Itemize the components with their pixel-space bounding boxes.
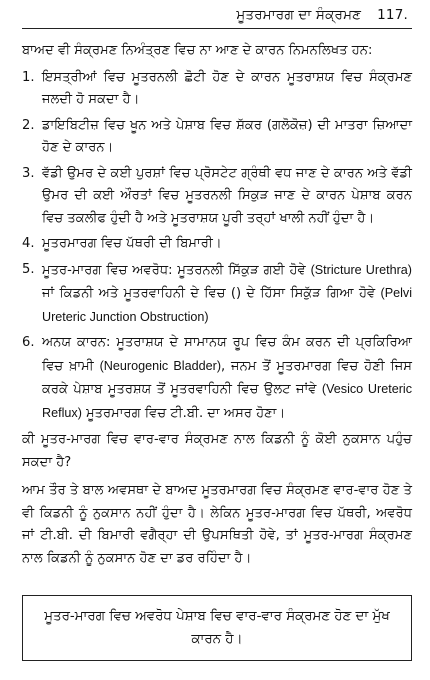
list-item — [22, 163, 412, 231]
list-item-text-part: ਜਾਂ ਕਿਡਨੀ ਅਤੇ ਮੂਤਰਵਾਹਿਨੀ ਦੇ ਵਿਚ () ਦੇ ਹਿੱਸਾ ਸਿਕੁੱੜ ਗਿਆ ਹੋਵੇ — [42, 286, 376, 301]
medical-term-english: (Vesico Ureteric Reflux) — [42, 382, 413, 420]
list-item-text-part: ਅਨਯ ਕਾਰਨ: ਮੂਤਰਾਸ਼ਯ ਦੇ ਸਾਮਾਨਯ ਰੂਪ ਵਿਚ ਕੰਮ ਕਰਨ ਦੀ ਪ੍ਰਕਿਰਿਆ ਵਿਚ ਖ਼ਾਮੀ — [42, 335, 412, 374]
callout-box — [22, 595, 412, 661]
list-item-text — [42, 332, 412, 425]
running-header — [236, 7, 408, 23]
intro-paragraph: ਬਾਅਦ ਵੀ ਸੰਕ੍ਰਮਣ ਨਿਅੰਤ੍ਰਣ ਵਿਚ ਨਾ ਆਣ ਦੇ ਕਾਰਨ ਨਿਮਨਲਿਖਤ ਹਨ: — [22, 43, 373, 58]
list-item — [22, 233, 412, 256]
list-item-number: 5. — [22, 261, 35, 277]
running-title: ਮੂਤਰਮਾਰਗ ਦਾ ਸੰਕ੍ਰਮਣ — [236, 7, 362, 23]
list-item-text-part: ਮੂਤਰਮਾਰਗ ਵਿਚ ਟੀ.ਬੀ. ਦਾ ਅਸਰ ਹੋਣਾ। — [86, 405, 286, 421]
medical-term-english: (Stricture Urethra) — [310, 262, 412, 277]
callout-text: ਮੂਤਰ-ਮਾਰਗ ਵਿਚ ਅਵਰੋਧ ਪੇਸ਼ਾਬ ਵਿਚ ਵਾਰ-ਵਾਰ ਸੰਕ੍ਰਮਣ ਹੋਣ ਦਾ ਮੁੱਖ ਕਾਰਨ ਹੈ। — [44, 609, 390, 647]
answer-paragraph: ਆਮ ਤੌਰ ਤੇ ਬਾਲ ਅਵਸਥਾ ਦੇ ਬਾਅਦ ਮੂਤਰਮਾਰਗ ਵਿਚ ਸੰਕ੍ਰਮਣ ਵਾਰ-ਵਾਰ ਹੋਣ ਤੇ ਵੀ ਕਿਡਨੀ ਨੂੰ ਨੁਕਸਾਨ ਨਹੀਂ ਹੁੰਦਾ ਹੈ। ਲੇਕਿਨ ਮੂਤਰ-ਮਾਰਗ ਵਿਚ ਪੱਥਰੀ, ਅਵਰੋਧ ਜਾਂ ਟੀ.ਬੀ. ਦੀ ਬਿਮਾਰੀ ਵਗੈਰ੍ਹਾ ਦੀ ਉਪਸਥਿਤੀ ਹੋਵੇ, ਤਾਂ ਮੂਤਰ-ਮਾਰਗ ਸੰਕ੍ਰਮਣ ਨਾਲ ਕਿਡਨੀ ਨੂੰ ਨੁਕਸਾਨ ਹੋਣ ਦਾ ਡਰ ਰਹਿੰਦਾ ਹੈ। — [22, 483, 412, 566]
list-item-text: ਇਸਤ੍ਰੀਆਂ ਵਿਚ ਮੂਤਰਨਲੀ ਛੋਟੀ ਹੋਣ ਦੇ ਕਾਰਨ ਮੂਤਰਾਸ਼ਯ ਵਿਚ ਸੰਕ੍ਰਮਣ ਜਲਦੀ ਹੋ ਸਕਦਾ ਹੈ। — [42, 69, 412, 107]
list-item-text-part: , ਜਨਮ ਤੋਂ ਮੂਤਰਮਾਰਗ ਵਿਚ ਹੋਣੀ ਜਿਸ ਕਰਕੇ ਪੇਸ਼ਾਬ ਮੂਤਰਸ਼ਯ ਤੋਂ ਮੂਤਰਵਾਹਿਨੀ ਵਿਚ ਉਲਟ ਜਾਂਵੇ — [42, 358, 413, 397]
reasons-list — [22, 67, 412, 426]
list-item — [22, 259, 412, 330]
list-item-text: ਡਾਇਬਿਟੀਜ਼ ਵਿਚ ਖੂਨ ਅਤੇ ਪੇਸ਼ਾਬ ਵਿਚ ਸ਼ੱਕਰ (ਗਲੋਕੋਜ਼) ਦੀ ਮਾਤਰਾ ਜ਼ਿਆਦਾ ਹੋਣ ਦੇ ਕਾਰਨ। — [42, 117, 412, 155]
page-number: 117. — [377, 7, 408, 23]
list-item — [22, 115, 412, 160]
list-item-text-part: ਮੂਤਰ-ਮਾਰਗ ਵਿਚ ਅਵਰੋਧ: ਮੂਤਰਨਲੀ ਸਿੱਕੁੜ ਗਈ ਹੋਵੇ — [42, 262, 306, 278]
list-item-text: ਵੱਡੀ ਉਮਰ ਦੇ ਕਈ ਪੁਰਸ਼ਾਂ ਵਿਚ ਪ੍ਰੋਸਟੇਟ ਗ੍ਰੰਥੀ ਵਧ ਜਾਣ ਦੇ ਕਾਰਨ ਅਤੇ ਵੱਡੀ ਉਮਰ ਦੀ ਕਈ ਔਰਤਾਂ ਵਿਚ ਮੂਤਰਨਲੀ ਸਿਕੁੜ ਜਾਣ ਦੇ ਕਾਰਨ ਪੇਸ਼ਾਬ ਕਰਨ ਵਿਚ ਤਕਲੀਫ ਹੁੰਦੀ ਹੈ ਅਤੇ ਮੂਤਰਾਸ਼ਯ ਪੂਰੀ ਤਰ੍ਹਾਂ ਖਾਲੀ ਨਹੀਂ ਹੁੰਦਾ ਹੈ। — [42, 165, 412, 226]
list-item-number: 1. — [22, 69, 35, 85]
list-item-number: 3. — [22, 165, 35, 181]
list-item-text — [42, 259, 412, 330]
list-item — [22, 67, 412, 112]
header-rule — [22, 28, 412, 29]
list-item-number: 2. — [22, 117, 35, 133]
medical-term-english: (Neurogenic Bladder) — [99, 358, 222, 373]
page-body — [22, 40, 412, 570]
question-heading: ਕੀ ਮੂਤਰ-ਮਾਰਗ ਵਿਚ ਵਾਰ-ਵਾਰ ਸੰਕ੍ਰਮਣ ਨਾਲ ਕਿਡਨੀ ਨੂੰ ਕੋਈ ਨੁਕਸਾਨ ਪਹੁੰਚ ਸਕਦਾ ਹੈ? — [22, 432, 412, 470]
list-item-number: 6. — [22, 335, 35, 350]
list-item-number: 4. — [22, 236, 35, 251]
list-item-text: ਮੂਤਰਮਾਰਗ ਵਿਚ ਪੱਥਰੀ ਦੀ ਬਿਮਾਰੀ। — [42, 236, 222, 251]
list-item — [22, 332, 412, 425]
medical-term-english: (Pelvi Ureteric Junction Obstruction) — [42, 286, 412, 324]
